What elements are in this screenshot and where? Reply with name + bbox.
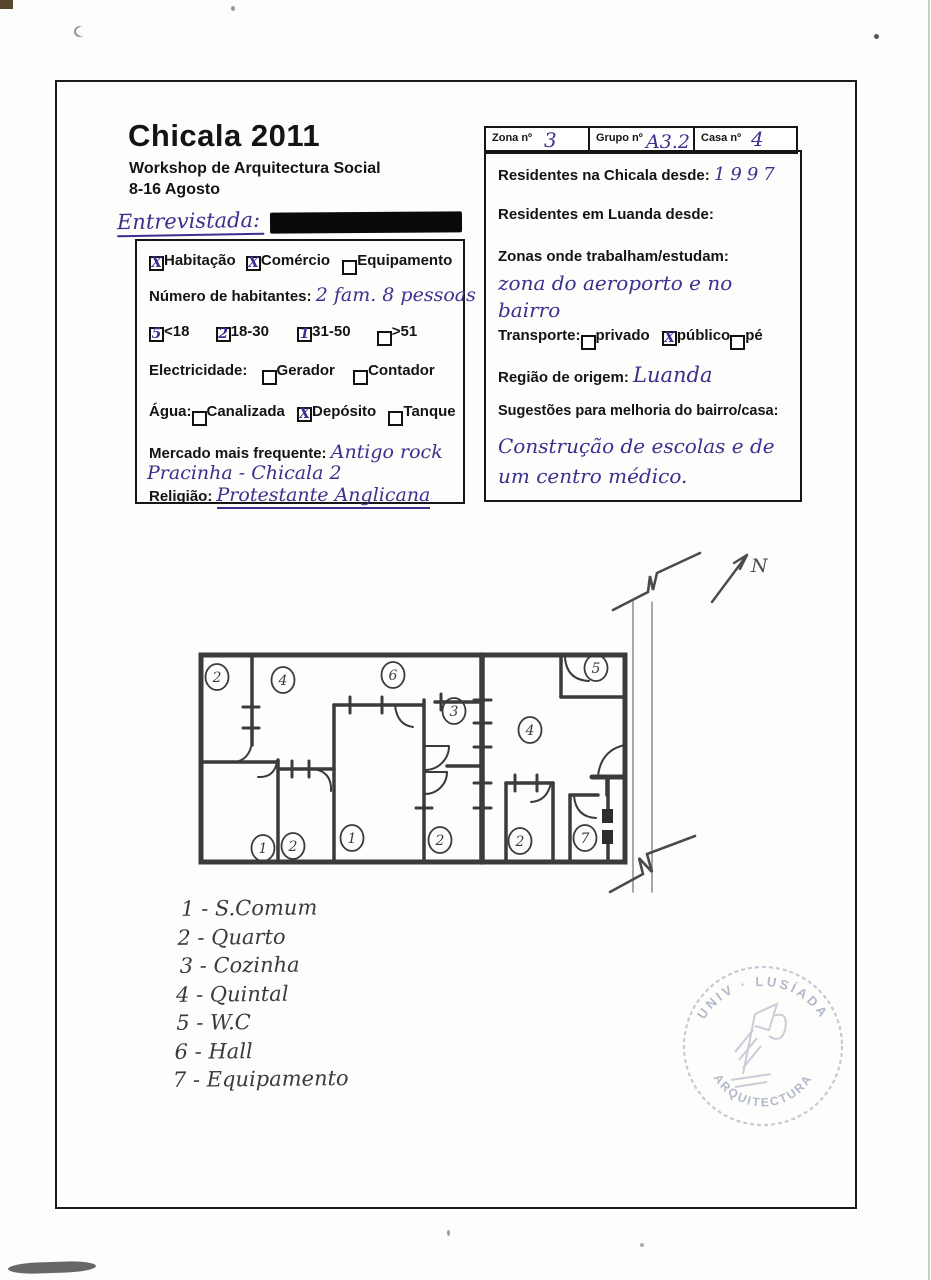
religiao-label: Religião: [149,488,213,505]
room-number: 5 [591,661,601,677]
gerador-label: Gerador [276,362,335,379]
residence-form-box [484,150,802,502]
agebox-31-50 [297,327,312,342]
electricity-row [149,362,435,385]
agebox-under18-value: 5 [151,326,162,342]
sugestoes-value-line1: Construção de escolas e de [498,434,775,458]
scan-corner-mark [0,0,13,9]
room-number: 6 [388,668,398,684]
mercado-label: Mercado mais frequente: [149,445,327,462]
zona-value: 3 [544,128,557,152]
agebox-under18 [149,327,164,342]
habitacao-label: Habitação [164,252,236,269]
svg-text:ARQUITECTURA [711,1071,816,1109]
dust-speck [640,1243,644,1247]
transporte-label: Transporte: [498,327,581,344]
checkbox-comercio-mark: X [247,255,259,271]
comercio-label: Comércio [260,252,331,269]
legend-item: 6 - Hall [174,1038,253,1064]
grupo-value: A3.2 [646,131,690,153]
transport-row [498,327,763,350]
north-label: N [751,555,768,577]
18-30-label: 18-30 [230,323,269,340]
legend-item: 7 - Equipamento [172,1066,349,1092]
agua-label: Água: [149,403,192,420]
room-number: 7 [580,831,590,847]
work-zones-row [498,248,729,265]
legend-item: 4 - Quintal [175,981,289,1007]
household-form-box [135,239,476,506]
room-number: 4 [278,673,288,689]
checkbox-deposito-mark: X [299,406,310,422]
zonas-value-line2: bairro [498,298,561,322]
checkbox-habitacao-mark: X [151,255,162,271]
31-50-label: 31-50 [312,323,351,340]
page-title: Chicala 2011 [128,118,321,153]
market-row [149,441,443,463]
workshop-dates: 8-16 Agosto [129,181,220,198]
electricidade-label: Electricidade: [149,362,248,379]
habitantes-value: 2 fam. 8 pessoas [315,284,476,306]
inhabitants-row [149,284,476,306]
canalizada-label: Canalizada [206,403,285,420]
dust-speck [231,6,235,11]
legend-item: 5 - W.C [176,1010,251,1035]
publico-label: público [676,327,731,344]
checkbox-publico [662,331,677,346]
checkbox-habitacao [149,256,164,271]
suggestions-row [498,403,778,419]
contador-label: Contador [368,362,435,379]
building-type-row [149,252,452,275]
checkbox-equipamento [342,260,357,275]
deposito-label: Depósito [312,403,377,420]
checkbox-comercio [246,256,261,271]
zone-header [484,126,798,153]
stamp-text-top: UNIV · LUSÍADA [693,973,833,1022]
room-number: 2 [435,833,445,849]
stamp-emblem [731,1004,786,1087]
room-number: 4 [525,723,535,739]
stamp-text-bottom: ARQUITECTURA [710,1071,816,1110]
residentes-chicala-row [498,164,780,185]
agebox-18-30-value: 2 [218,326,228,342]
checkbox-pe [730,335,745,350]
regiao-label: Região de origem: [498,369,629,386]
residentes-chicala-value: 1997 [713,164,780,185]
workshop-subtitle: Workshop de Arquitectura Social [129,160,381,177]
redaction-bar [270,211,462,233]
origin-region-row [498,363,713,387]
zonas-label: Zonas onde trabalham/estudam: [498,248,729,265]
casa-value: 4 [751,127,764,151]
dust-speck [447,1230,450,1236]
casa-label: Casa nº [701,132,742,144]
room-number: 1 [347,831,357,847]
privado-label: privado [595,327,650,344]
mercado-value-line1: Antigo rock [330,441,443,463]
residentes-chicala-label: Residentes na Chicala desde: [498,167,710,184]
paper-edge-shadow [928,0,930,1280]
room-legend [171,893,349,1094]
under18-label: <18 [164,323,190,340]
checkbox-privado [581,335,596,350]
room-number: 3 [449,704,459,720]
agebox-over51 [377,331,392,346]
mercado-value-line2: Pracinha - Chicala 2 [147,462,342,484]
interviewee-label: Entrevistada: [117,208,265,238]
age-groups-row [149,323,417,346]
scan-smudge [8,1260,96,1274]
room-number: 2 [515,834,525,850]
pe-label: pé [745,327,763,344]
dust-speck [874,34,879,39]
university-stamp [673,956,853,1136]
checkbox-tanque [388,411,403,426]
sugestoes-value-line2: um centro médico. [498,464,688,488]
agebox-18-30 [216,327,231,342]
regiao-value: Luanda [633,363,713,387]
legend-item: 1 - S.Comum [180,895,318,921]
tanque-label: Tanque [403,403,456,420]
grupo-label: Grupo nº [596,132,643,144]
residentes-luanda-label: Residentes em Luanda desde: [498,206,714,223]
agebox-31-50-value: 1 [299,326,310,342]
checkbox-deposito [297,407,312,422]
floor-plan-drawing [195,540,768,910]
sugestoes-label: Sugestões para melhoria do bairro/casa: [498,403,779,419]
room-number: 1 [258,841,268,857]
religion-row [149,484,430,506]
room-number: 2 [288,839,298,855]
checkbox-canalizada [192,411,207,426]
legend-item: 3 - Cozinha [179,952,300,978]
zonas-value-line1: zona do aeroporto e no [498,271,733,295]
checkbox-publico-mark: X [663,330,675,346]
legend-item: 2 - Quarto [177,924,286,950]
svg-text:UNIV · LUSÍADA [694,974,832,1022]
over51-label: >51 [391,323,418,340]
room-number: 2 [212,670,222,686]
residentes-luanda-row [498,206,714,223]
equipamento-label: Equipamento [357,252,453,269]
zona-label: Zona nº [492,132,533,144]
pen-speck [72,24,87,39]
habitantes-label: Número de habitantes: [149,288,312,305]
checkbox-gerador [262,370,277,385]
water-row [149,403,456,426]
checkbox-contador [353,370,368,385]
religiao-value: Protestante Anglicana [217,484,431,509]
